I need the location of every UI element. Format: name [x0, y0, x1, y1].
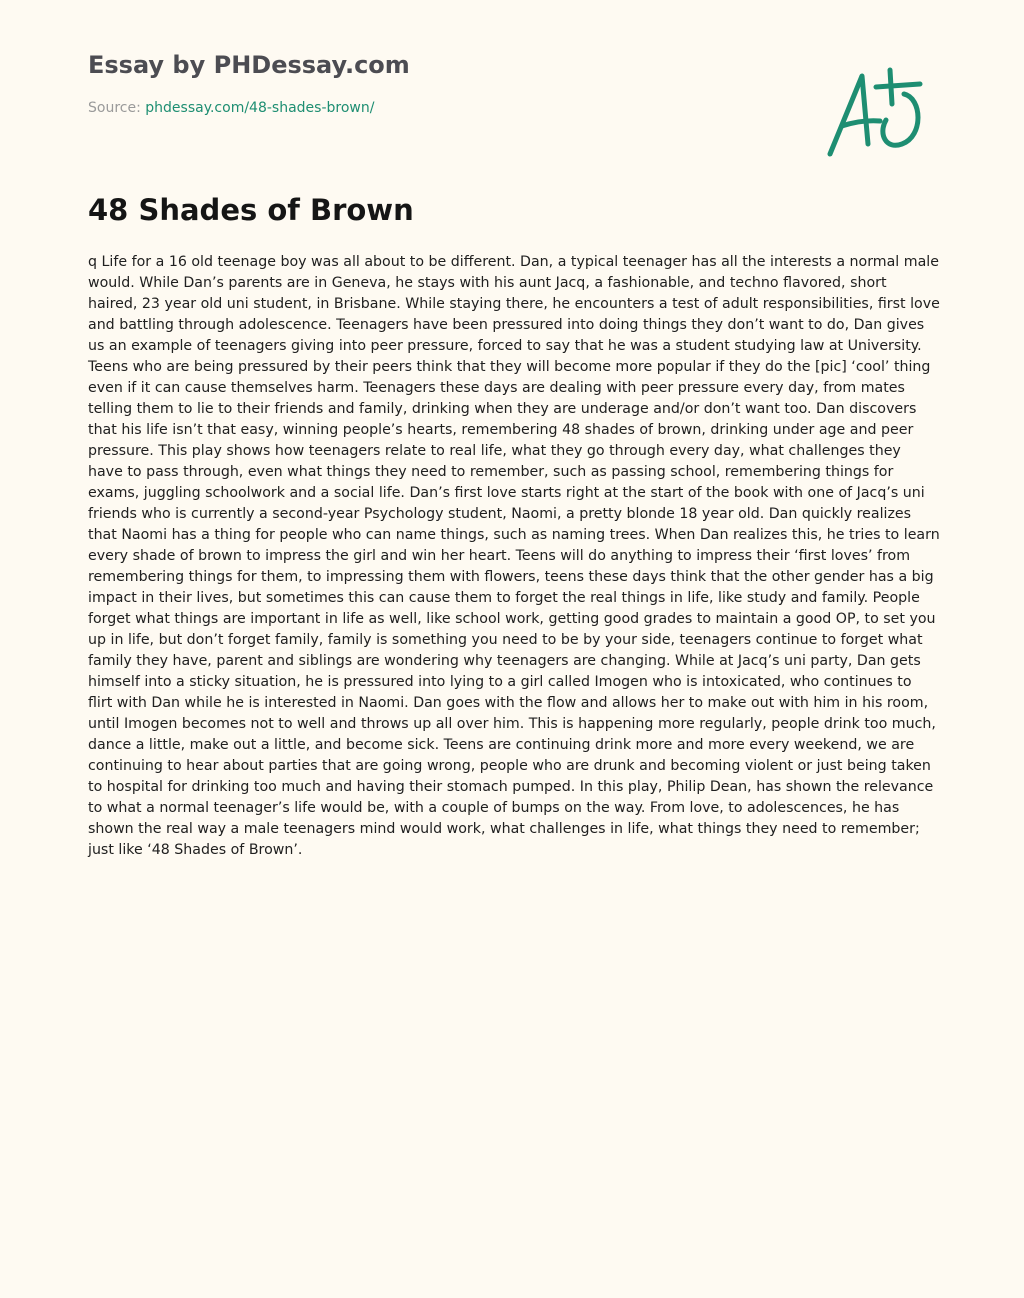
page-header — [88, 48, 728, 118]
site-brand: Essay by PHDessay.com — [88, 51, 410, 79]
a-plus-icon — [820, 64, 930, 164]
source-line — [88, 98, 728, 118]
source-link[interactable]: phdessay.com/48-shades-brown/ — [145, 100, 375, 116]
essay-body: q Life for a 16 old teenage boy was all about to be different. Dan, a typical teenager has all the interests a normal male would. While Dan’s parents are in Geneva, he stays with his aunt Jacq, a fashionable, and techno flavored, short haired, 23 year old uni student, in Brisbane. While staying there, he encounters a test of adult responsibilities, first love and battling through adolescence. Teenagers have been pressured into doing things they don’t want to do, Dan gives us an example of teenagers giving into peer pressure, forced to say that he was a student studying law at University. Teens who are being pressured by their peers think that they will become more popular if they do the [pic] ‘cool’ thing even if it can cause themselves harm. Teenagers these days are dealing with peer pressure every day, from mates telling them to lie to their friends and family, drinking when they are underage and/or don’t want too. Dan discovers that his life isn’t that easy, winning people’s hearts, remembering 48 shades of brown, drinking under age and peer pressure. This play shows how teenagers relate to real life, what they go through every day, what challenges they have to pass through, even what things they need to remember, such as passing school, remembering things for exams, juggling schoolwork and a social life. Dan’s first love starts right at the start of the book with one of Jacq’s uni friends who is currently a second-year Psychology student, Naomi, a pretty blonde 18 year old. Dan quickly realizes that Naomi has a thing for people who can name things, such as naming trees. When Dan realizes this, he tries to learn every shade of brown to impress the girl and win her heart. Teens will do anything to impress their ‘first loves’ from remembering things for them, to impressing them with flowers, teens these days think that the other gender has a big impact in their lives, but sometimes this can cause them to forget the real things in life, like study and family. People forget what things are important in life as well, like school work, getting good grades to maintain a good OP, to set you up in life, but don’t forget family, family is something you need to be by your side, teenagers continue to forget what family they have, parent and siblings are wondering why teenagers are changing. While at Jacq’s uni party, Dan gets himself into a sticky situation, he is pressured into lying to a girl called Imogen who is intoxicated, who continues to flirt with Dan while he is interested in Naomi. Dan goes with the flow and allows her to make out with him in his room, until Imogen becomes not to well and throws up all over him. This is happening more regularly, people drink too much, dance a little, make out a little, and become sick. Teens are continuing drink more and more every weekend, we are continuing to hear about parties that are going wrong, people who are drunk and becoming violent or just being taken to hospital for drinking too much and having their stomach pumped. In this play, Philip Dean, has shown the relevance to what a normal teenager’s life would be, with a couple of bumps on the way. From love, to adolescences, he has shown the real way a male teenagers mind would work, what challenges in life, what things they need to remember; just like ‘48 Shades of Brown’. — [88, 254, 940, 858]
essay-title: 48 Shades of Brown — [88, 193, 414, 227]
source-label: Source: — [88, 100, 141, 116]
